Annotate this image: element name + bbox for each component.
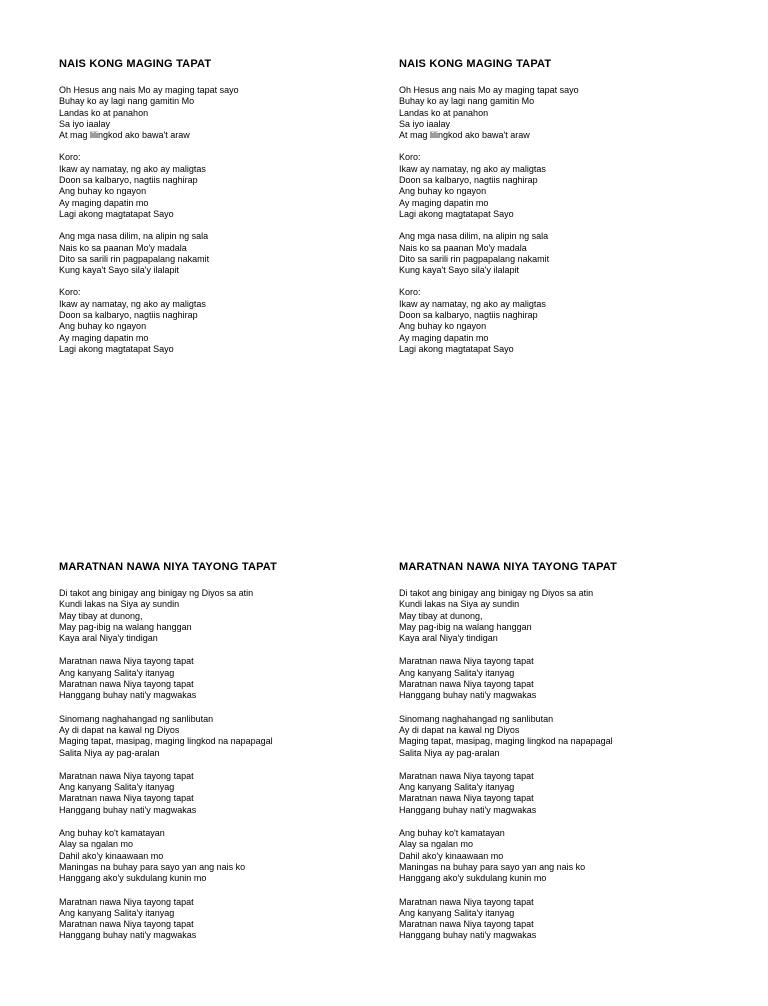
- lyric-line: Kaya aral Niya'y tindigan: [399, 633, 498, 644]
- stanza: [399, 588, 729, 644]
- stanza: [399, 152, 729, 220]
- lyric-line: Hanggang buhay nati'y magwakas: [59, 690, 197, 701]
- stanza: [399, 656, 729, 701]
- lyric-line: Sinomang naghahangad ng sanlibutan: [59, 713, 214, 724]
- lyric-line: Ang kanyang Salita'y itanyag: [399, 667, 515, 678]
- lyric-line: Hanggang ako'y sukdulang kunin mo: [399, 873, 547, 884]
- lyric-line: May pag-ibig na walang hanggan: [59, 621, 192, 632]
- lyric-line: Maningas na buhay para sayo yan ang nais ko: [399, 861, 586, 872]
- song-nais-kong-maging-tapat-left: [59, 58, 389, 366]
- lyric-line: Ay di dapat na kawal ng Diyos: [399, 724, 520, 735]
- song-lyrics: [59, 85, 389, 355]
- lyric-line: Sa iyo iaalay: [59, 118, 111, 129]
- lyric-line: Ang kanyang Salita'y itanyag: [59, 907, 175, 918]
- lyric-line: Maratnan nawa Niya tayong tapat: [59, 679, 194, 690]
- lyric-line: Oh Hesus ang nais Mo ay maging tapat sayo: [59, 85, 239, 95]
- lyric-line: Ang buhay ko ngayon: [59, 186, 147, 197]
- lyric-line: May tibay at dunong,: [399, 610, 483, 621]
- stanza: [399, 231, 729, 276]
- lyric-line: At mag lilingkod ako bawa't araw: [59, 130, 190, 141]
- song-lyrics: [59, 588, 389, 942]
- lyric-line: Dahil ako'y kinaawaan mo: [399, 850, 504, 861]
- lyric-line: Ang mga nasa dilim, na alipin ng sala: [399, 231, 549, 242]
- song-lyrics: [399, 85, 729, 355]
- lyric-line: Doon sa kalbaryo, nagtiis naghirap: [59, 175, 198, 186]
- lyric-line: Koro:: [399, 287, 421, 298]
- lyric-line: Sa iyo iaalay: [399, 118, 451, 129]
- song-title: NAIS KONG MAGING TAPAT: [59, 58, 212, 70]
- lyric-line: Doon sa kalbaryo, nagtiis naghirap: [399, 175, 538, 186]
- lyric-line: Dito sa sarili rin pagpapalang nakamit: [59, 253, 210, 264]
- lyric-line: May tibay at dunong,: [59, 610, 143, 621]
- lyric-line: Ang mga nasa dilim, na alipin ng sala: [59, 231, 209, 242]
- lyric-line: Maratnan nawa Niya tayong tapat: [399, 896, 534, 907]
- lyric-line: Ang buhay ko't kamatayan: [59, 828, 165, 839]
- stanza: [399, 828, 729, 884]
- lyric-line: Ang buhay ko ngayon: [399, 321, 487, 332]
- lyric-line: Kaya aral Niya'y tindigan: [59, 633, 158, 644]
- lyric-line: Ikaw ay namatay, ng ako ay maligtas: [399, 298, 546, 309]
- lyric-line: Hanggang buhay nati'y magwakas: [59, 930, 197, 941]
- lyric-line: Ikaw ay namatay, ng ako ay maligtas: [59, 298, 206, 309]
- lyric-line: Kung kaya't Sayo sila'y ilalapit: [399, 265, 520, 276]
- lyric-line: Ay maging dapatin mo: [59, 332, 149, 343]
- lyric-line: Ang buhay ko ngayon: [399, 186, 487, 197]
- stanza: [59, 588, 389, 644]
- lyric-line: Hanggang buhay nati'y magwakas: [59, 804, 197, 815]
- stanza: [59, 656, 389, 701]
- lyric-line: Maratnan nawa Niya tayong tapat: [59, 656, 194, 667]
- stanza: [399, 85, 729, 141]
- lyric-line: Ang kanyang Salita'y itanyag: [399, 782, 515, 793]
- stanza: [59, 714, 389, 759]
- lyric-line: Kung kaya't Sayo sila'y ilalapit: [59, 265, 180, 276]
- song-maratnan-nawa-right: [399, 561, 729, 954]
- song-nais-kong-maging-tapat-right: [399, 58, 729, 366]
- lyric-line: Ang kanyang Salita'y itanyag: [399, 907, 515, 918]
- lyric-line: Koro:: [59, 287, 81, 298]
- stanza: [59, 152, 389, 220]
- lyric-line: Buhay ko ay lagi nang gamitin Mo: [399, 96, 535, 107]
- song-title: NAIS KONG MAGING TAPAT: [399, 58, 552, 70]
- lyric-line: Maningas na buhay para sayo yan ang nais ko: [59, 861, 246, 872]
- lyric-line: Lagi akong magtatapat Sayo: [59, 343, 174, 354]
- lyric-line: Salita Niya ay pag-aralan: [399, 747, 500, 758]
- lyric-line: Ang buhay ko't kamatayan: [399, 828, 505, 839]
- lyric-line: Ang buhay ko ngayon: [59, 321, 147, 332]
- stanza: [59, 897, 389, 942]
- lyric-line: At mag lilingkod ako bawa't araw: [399, 130, 530, 141]
- lyric-line: Koro:: [399, 152, 421, 163]
- lyric-line: Hanggang buhay nati'y magwakas: [399, 930, 537, 941]
- lyric-line: Di takot ang binigay ang binigay ng Diyos sa atin: [59, 588, 254, 598]
- lyric-line: Nais ko sa paanan Mo'y madala: [399, 242, 527, 253]
- stanza: [59, 85, 389, 141]
- stanza: [59, 287, 389, 355]
- lyric-line: Maratnan nawa Niya tayong tapat: [59, 919, 194, 930]
- lyric-line: Maratnan nawa Niya tayong tapat: [399, 793, 534, 804]
- song-title: MARATNAN NAWA NIYA TAYONG TAPAT: [59, 561, 278, 573]
- lyric-line: Hanggang buhay nati'y magwakas: [399, 690, 537, 701]
- stanza: [59, 771, 389, 816]
- song-lyrics: [399, 588, 729, 942]
- lyric-line: Maratnan nawa Niya tayong tapat: [59, 770, 194, 781]
- lyric-line: Koro:: [59, 152, 81, 163]
- lyric-line: Ay di dapat na kawal ng Diyos: [59, 724, 180, 735]
- lyric-line: May pag-ibig na walang hanggan: [399, 621, 532, 632]
- lyric-line: Landas ko at panahon: [399, 107, 489, 118]
- lyric-line: Hanggang buhay nati'y magwakas: [399, 804, 537, 815]
- lyric-line: Ikaw ay namatay, ng ako ay maligtas: [399, 163, 546, 174]
- stanza: [399, 714, 729, 759]
- lyric-line: Di takot ang binigay ang binigay ng Diyos sa atin: [399, 588, 594, 598]
- lyric-line: Kundi lakas na Siya ay sundin: [59, 599, 180, 610]
- lyric-line: Maratnan nawa Niya tayong tapat: [59, 896, 194, 907]
- lyric-line: Nais ko sa paanan Mo'y madala: [59, 242, 187, 253]
- lyric-line: Kundi lakas na Siya ay sundin: [399, 599, 520, 610]
- lyric-line: Salita Niya ay pag-aralan: [59, 747, 160, 758]
- lyric-line: Dahil ako'y kinaawaan mo: [59, 850, 164, 861]
- lyric-line: Doon sa kalbaryo, nagtiis naghirap: [59, 310, 198, 321]
- stanza: [59, 231, 389, 276]
- song-title: MARATNAN NAWA NIYA TAYONG TAPAT: [399, 561, 618, 573]
- stanza: [399, 771, 729, 816]
- lyric-line: Lagi akong magtatapat Sayo: [399, 343, 514, 354]
- lyric-line: Buhay ko ay lagi nang gamitin Mo: [59, 96, 195, 107]
- lyric-line: Ikaw ay namatay, ng ako ay maligtas: [59, 163, 206, 174]
- lyric-line: Ang kanyang Salita'y itanyag: [59, 667, 175, 678]
- lyric-line: Ay maging dapatin mo: [399, 197, 489, 208]
- lyric-line: Ay maging dapatin mo: [59, 197, 149, 208]
- lyric-line: Ay maging dapatin mo: [399, 332, 489, 343]
- lyric-line: Lagi akong magtatapat Sayo: [59, 208, 174, 219]
- stanza: [399, 897, 729, 942]
- lyric-line: Dito sa sarili rin pagpapalang nakamit: [399, 253, 550, 264]
- lyric-line: Maratnan nawa Niya tayong tapat: [59, 793, 194, 804]
- lyric-line: Landas ko at panahon: [59, 107, 149, 118]
- lyric-line: Maging tapat, masipag, maging lingkod na napapagal: [399, 736, 613, 747]
- lyric-line: Alay sa ngalan mo: [59, 839, 134, 850]
- song-maratnan-nawa-left: [59, 561, 389, 954]
- lyric-line: Maratnan nawa Niya tayong tapat: [399, 679, 534, 690]
- lyric-line: Alay sa ngalan mo: [399, 839, 474, 850]
- lyric-line: Doon sa kalbaryo, nagtiis naghirap: [399, 310, 538, 321]
- lyric-line: Maging tapat, masipag, maging lingkod na napapagal: [59, 736, 273, 747]
- lyric-line: Oh Hesus ang nais Mo ay maging tapat sayo: [399, 85, 579, 95]
- lyric-line: Maratnan nawa Niya tayong tapat: [399, 919, 534, 930]
- lyric-line: Sinomang naghahangad ng sanlibutan: [399, 713, 554, 724]
- stanza: [59, 828, 389, 884]
- lyric-line: Ang kanyang Salita'y itanyag: [59, 782, 175, 793]
- stanza: [399, 287, 729, 355]
- lyric-line: Lagi akong magtatapat Sayo: [399, 208, 514, 219]
- lyric-line: Maratnan nawa Niya tayong tapat: [399, 656, 534, 667]
- lyric-line: Hanggang ako'y sukdulang kunin mo: [59, 873, 207, 884]
- lyric-line: Maratnan nawa Niya tayong tapat: [399, 770, 534, 781]
